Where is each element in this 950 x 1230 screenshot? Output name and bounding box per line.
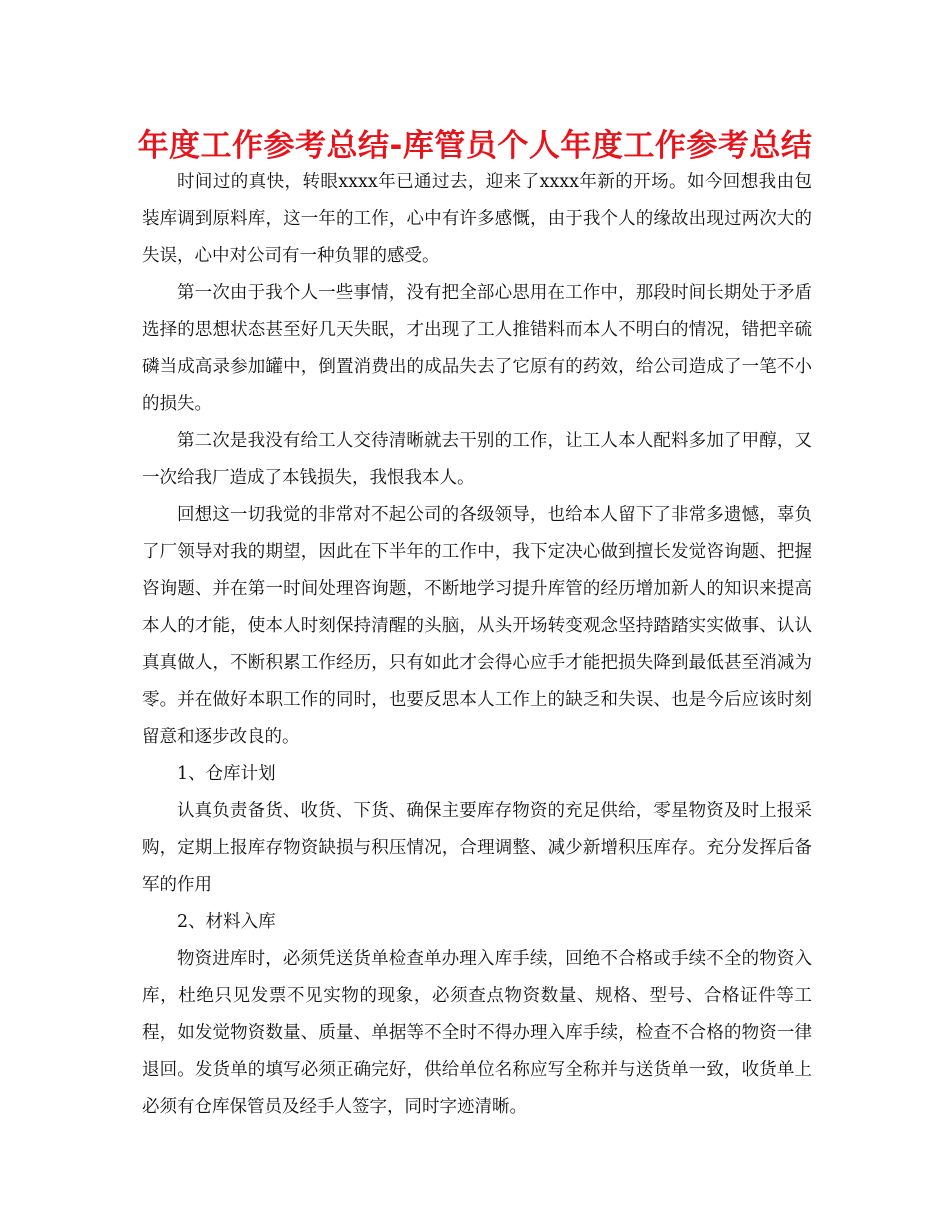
- paragraph: 第一次由于我个人一些事情，没有把全部心思用在工作中，那段时间长期处于矛盾选择的思想状态甚至好几天失眠，才出现了工人推错料而本人不明白的情况，错把辛硫磷当成高录参加罐中，倒置消费出的成品失去了它原有的药效，给公司造成了一笔不小的损失。: [142, 283, 812, 414]
- paragraph: 认真负责备货、收货、下货、确保主要库存物资的充足供给，零星物资及时上报采购，定期上报库存物资缺损与积压情况，合理调整、减少新增积压库存。充分发挥后备军的作用: [142, 801, 812, 895]
- paragraph: 时间过的真快，转眼xxxx年已通过去，迎来了xxxx年新的开场。如今回想我由包装库调到原料库，这一年的工作，心中有许多感慨，由于我个人的缘故出现过两次大的失误，心中对公司有一种负罪的感受。: [142, 172, 812, 266]
- document-title: 年度工作参考总结-库管员个人年度工作参考总结: [137, 128, 813, 164]
- section-heading: 2、材料入库: [177, 912, 276, 932]
- paragraph: 物资进库时，必须凭送货单检查单办理入库手续，回绝不合格或手续不全的物资入库，杜绝只见发票不见实物的现象，必须查点物资数量、规格、型号、合格证件等工程，如发觉物资数量、质量、单据等不全时不得办理入库手续，检查不合格的物资一律退回。发货单的填写必须正确完好，供给单位名称应写全称并与送货单一致，收货单上必须有仓库保管员及经手人签字，同时字迹清晰。: [142, 949, 812, 1117]
- paragraph: 回想这一切我觉的非常对不起公司的各级领导，也给本人留下了非常多遗憾，辜负了厂领导对我的期望，因此在下半年的工作中，我下定决心做到擅长发觉咨询题、把握咨询题、并在第一时间处理咨询题，不断地学习提升库管的经历增加新人的知识来提高本人的才能，使本人时刻保持清醒的头脑，从头开场转变观念坚持踏踏实实做事、认认真真做人，不断积累工作经历，只有如此才会得心应手才能把损失降到最低甚至消减为零。并在做好本职工作的同时，也要反思本人工作上的缺乏和失误、也是今后应该时刻留意和逐步改良的。: [142, 505, 812, 747]
- paragraph: 第二次是我没有给工人交待清晰就去干别的工作，让工人本人配料多加了甲醇，又一次给我厂造成了本钱损失，我恨我本人。: [142, 431, 812, 488]
- section-heading: 1、仓库计划: [177, 764, 276, 784]
- document-body: [142, 164, 812, 1126]
